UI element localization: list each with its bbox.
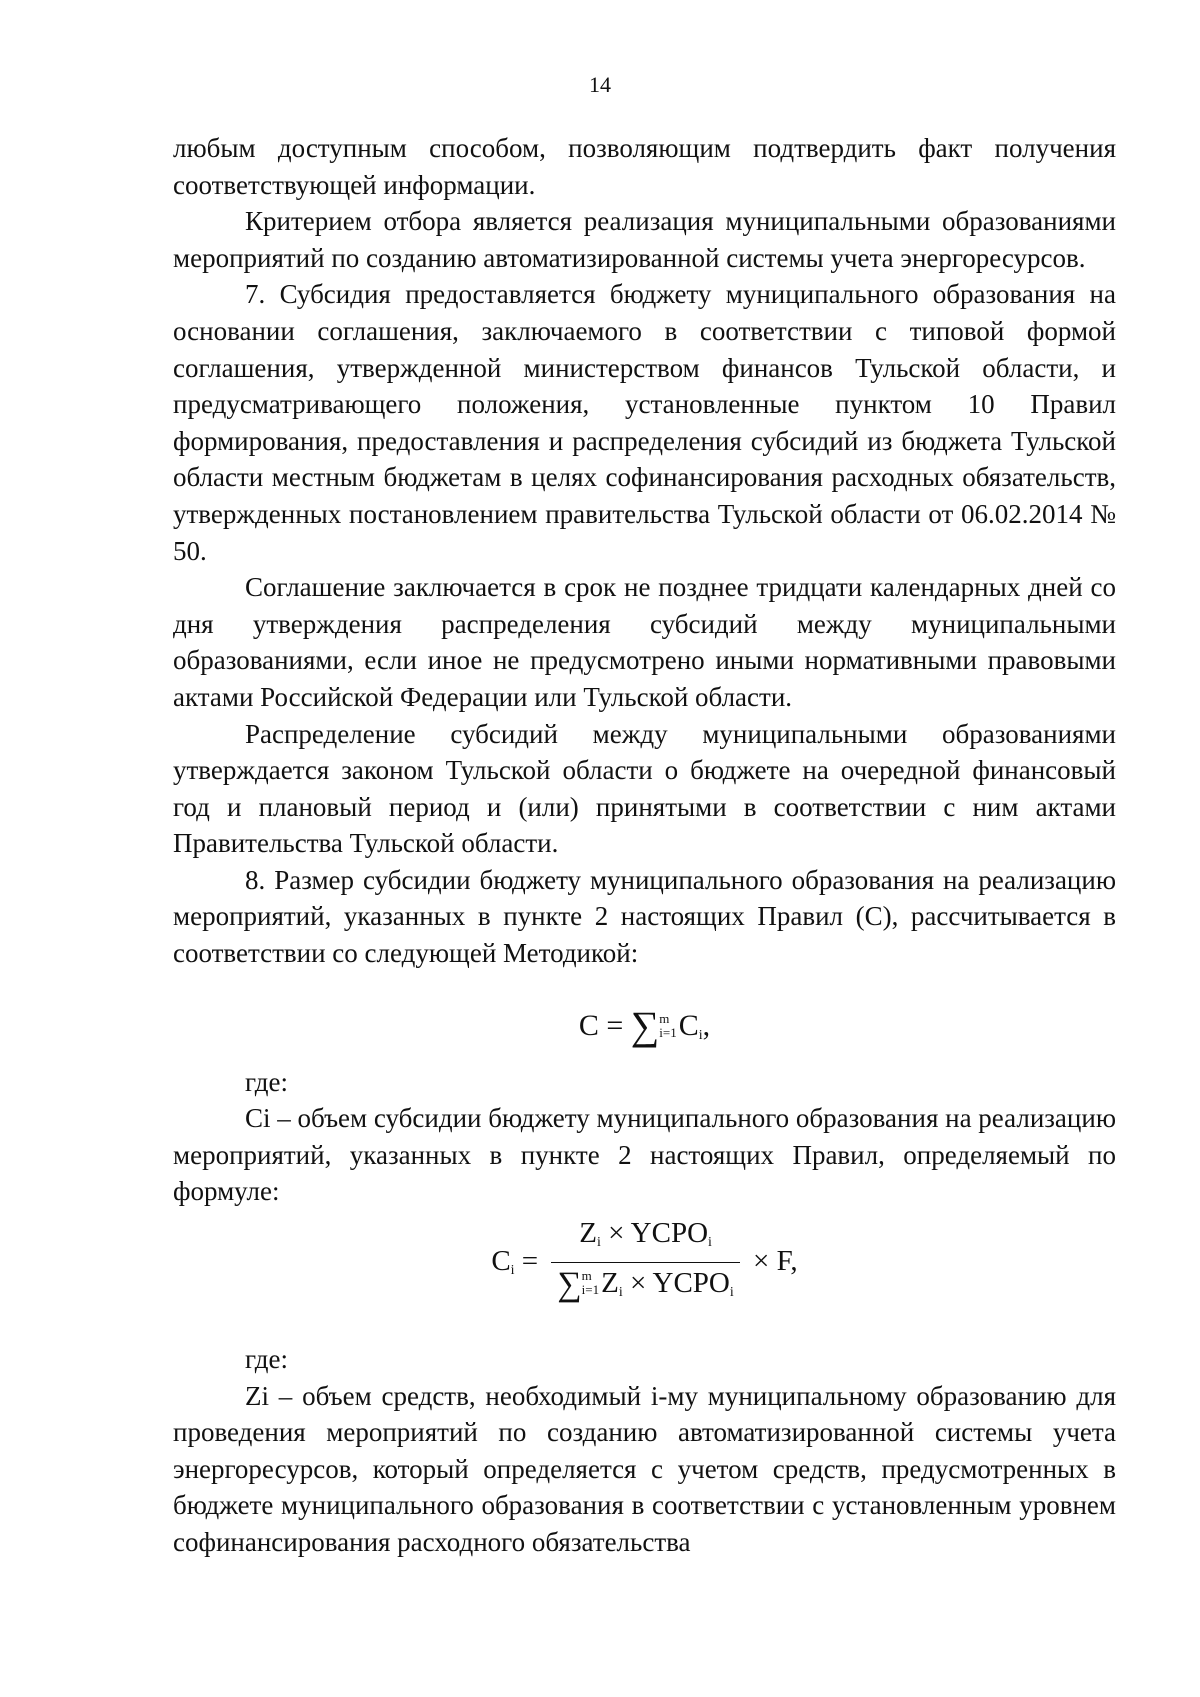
denominator-ycpo: YCPO bbox=[652, 1267, 730, 1300]
formula1-term-subscript: i bbox=[698, 1027, 703, 1043]
formula1-tail: , bbox=[702, 1008, 711, 1042]
formula1-term: C bbox=[678, 1008, 699, 1042]
denominator-z-subscript: i bbox=[618, 1285, 623, 1301]
formula2-tail: × F, bbox=[753, 1245, 798, 1278]
formula1-sum-symbol: ∑ bbox=[630, 1002, 660, 1048]
denominator-sum-symbol: ∑ bbox=[557, 1266, 582, 1304]
numerator-z: Z bbox=[579, 1217, 597, 1250]
numerator-ycpo: YCPO bbox=[630, 1217, 709, 1250]
formula2-equals: = bbox=[521, 1245, 539, 1278]
formula2-lhs-subscript: i bbox=[510, 1263, 515, 1279]
numerator-times: × bbox=[608, 1217, 625, 1250]
numerator-z-subscript: i bbox=[596, 1235, 601, 1251]
denominator-z: Z bbox=[601, 1267, 619, 1300]
denominator-ycpo-subscript: i bbox=[729, 1285, 734, 1301]
denominator-sum-limits bbox=[582, 1269, 599, 1297]
zi-definition: Zi – объем средств, необходимый i-му муниципальному образованию для проведения мероприятий по созданию автоматизированной системы учета энергоресурсов, который определяется с учетом средств, предусмотренных в бюджете муниципального образования в соответствии с установленным уровнем софинансирования расходного обязательства bbox=[173, 1380, 1116, 1557]
paragraph-selection-criterion: Критерием отбора является реализация муниципальными образованиями мероприятий по созданию автоматизированной системы учета энергоресурсов. bbox=[173, 206, 1116, 273]
formula1-sum-limits bbox=[659, 1012, 676, 1040]
where-label-1: где: bbox=[245, 1066, 288, 1097]
denominator-lower-limit: i=1 bbox=[581, 1282, 600, 1298]
formula1-lower-limit: i=1 bbox=[659, 1024, 677, 1040]
denominator-upper-limit: m bbox=[581, 1268, 592, 1284]
paragraph-item-8: 8. Размер субсидии бюджету муниципального образования на реализацию мероприятий, указанных в пункте 2 настоящих Правил (С), рассчитывается в соответствии со следующей Методикой: bbox=[173, 864, 1116, 969]
paragraph-continuation: любым доступным способом, позволяющим подтвердить факт получения соответствующей информации. bbox=[173, 133, 1116, 200]
formula-municipal-subsidy bbox=[173, 1216, 1116, 1311]
ci-definition: Ci – объем субсидии бюджету муниципального образования на реализацию мероприятий, указанных в пункте 2 настоящих Правил, определяемый по формуле: bbox=[173, 1103, 1116, 1207]
where-label-2: где: bbox=[245, 1344, 288, 1375]
formula2-numerator bbox=[551, 1216, 739, 1263]
formula-total-subsidy bbox=[173, 1000, 1116, 1052]
denominator-times: × bbox=[629, 1267, 647, 1300]
numerator-ycpo-subscript: i bbox=[708, 1235, 712, 1251]
document-body bbox=[173, 130, 1116, 1561]
paragraph-agreement-term: Соглашение заключается в срок не позднее тридцати календарных дней со дня утверждения распределения субсидий между муниципальными образованиями, если иное не предусмотрено иными нормативными правовыми актами Российской Федерации или Тульской области. bbox=[173, 572, 1116, 712]
formula2-denominator bbox=[551, 1263, 739, 1311]
formula2-fraction bbox=[551, 1216, 739, 1311]
formula1-lhs: C = bbox=[578, 1008, 624, 1042]
paragraph-distribution: Распределение субсидий между муниципальными образованиями утверждается законом Тульской области о бюджете на очередной финансовый год и плановый период и (или) принятыми в соответствии с ним актами Правительства Тульской области. bbox=[173, 718, 1116, 859]
paragraph-item-7: 7. Субсидия предоставляется бюджету муниципального образования на основании соглашения, заключаемого в соответствии с типовой формой соглашения, утвержденной министерством финансов Тульской области, и предусматривающего положения, установленные пунктом 10 Правил формирования, предоставления и распределения субсидий из бюджета Тульской области местным бюджетам в целях софинансирования расходных обязательств, утвержденных постановлением правительства Тульской области от 06.02.2014 № 50. bbox=[173, 279, 1116, 566]
formula2-lhs: C bbox=[491, 1245, 511, 1278]
formula1-upper-limit: m bbox=[659, 1010, 670, 1026]
page-number: 14 bbox=[589, 72, 611, 97]
